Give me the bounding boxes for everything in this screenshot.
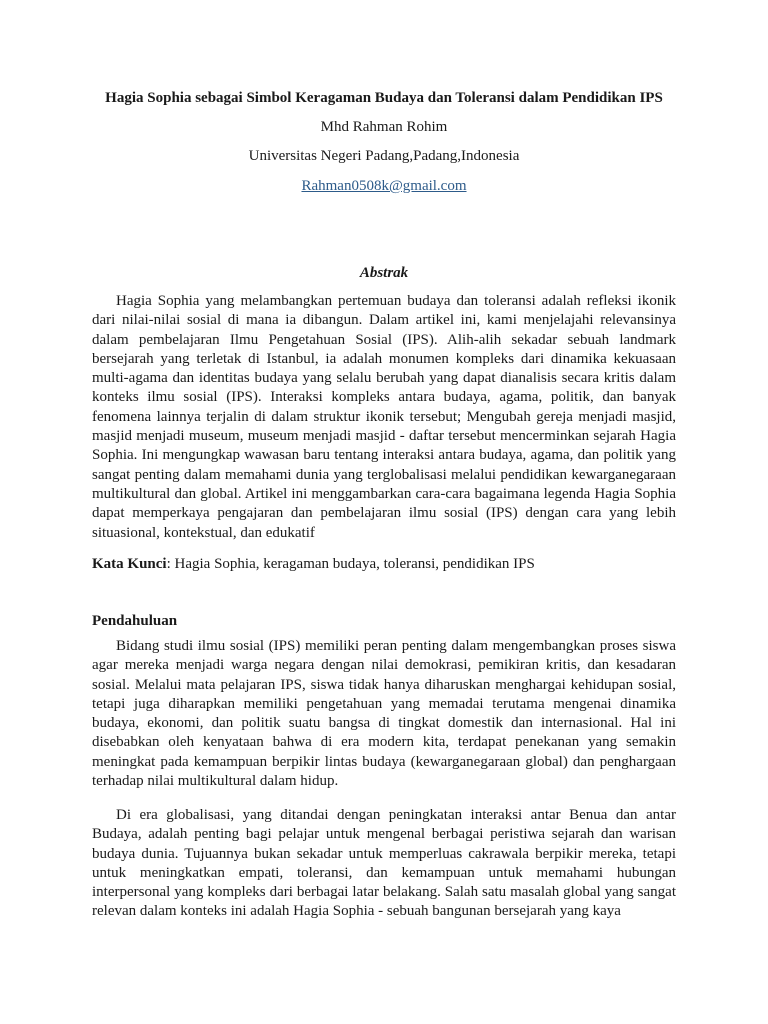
keywords-text: : Hagia Sophia, keragaman budaya, toleransi, pendidikan IPS — [166, 556, 535, 572]
introduction-paragraph-2: Di era globalisasi, yang ditandai dengan peningkatan interaksi antar Benua dan antar Budaya, adalah penting bagi pelajar untuk mengenal berbagai peristiwa sejarah dan warisan budaya dunia. Tujuannya bukan sekadar untuk memperluas cakrawala berpikir mereka, tetapi untuk meningkatkan empati, toleransi, dan kemampuan untuk memahami hubungan interpersonal yang kompleks dari berbagai latar belakang. Salah satu masalah global yang sangat relevan dalam konteks ini adalah Hagia Sophia - sebuah bangunan bersejarah yang kaya — [92, 807, 676, 920]
author-affiliation: Universitas Negeri Padang,Padang,Indonesia — [248, 148, 520, 164]
abstract-text: Hagia Sophia yang melambangkan pertemuan budaya dan toleransi adalah refleksi ikonik dari nilai-nilai sosial di mana ia dibangun. Dalam artikel ini, kami menjelajahi relevansinya dalam pembelajaran Ilmu Pengetahuan Sosial (IPS). Alih-alih sekadar sebuah landmark bersejarah yang terletak di Istanbul, ia adalah monumen kompleks dari dinamika kekuasaan multi-agama dan identitas budaya yang selalu berubah yang dapat dianalisis secara kritis dalam konteks ilmu sosial (IPS). Interaksi kompleks antara budaya, agama, politik, dan banyak fenomena lainnya terjalin di dalam struktur ikonik tersebut; Mengubah gereja menjadi masjid, masjid menjadi museum, museum menjadi masjid - daftar tersebut mencerminkan sejarah Hagia Sophia. Ini mengungkap wawasan baru tentang interaksi antara budaya, agama, dan politik yang sangat penting dalam memahami dunia yang terglobalisasi melalui pendidikan kewarganegaraan multikultural dan global. Artikel ini menggambarkan cara-cara bagaimana legenda Hagia Sophia dapat memperkaya pengajaran dan pembelajaran ilmu sosial (IPS) dengan cara yang lebih situasional, kontekstual, dan edukatif — [92, 293, 676, 541]
keywords-line — [92, 555, 676, 574]
keywords-label: Kata Kunci — [92, 556, 167, 572]
abstract-heading: Abstrak — [359, 265, 409, 281]
introduction-paragraph-1: Bidang studi ilmu sosial (IPS) memiliki peran penting dalam mengembangkan proses siswa agar mereka menjadi warga negara dengan nilai demokrasi, pemikiran kritis, dan kesadaran sosial. Melalui mata pelajaran IPS, siswa tidak hanya diharuskan menghargai kehidupan sosial, tetapi juga diharapkan memiliki pengetahuan yang memadai terutama mengenai dinamika budaya, ekonomi, dan politik suatu bangsa di tingkat domestik dan internasional. Hal ini disebabkan oleh kenyataan bahwa di era modern kita, terdapat penekanan yang semakin meningkat pada kemampuan berpikir lintas budaya (kewarganegaraan global) dan penghargaan terhadap nilai multikultural dalam hidup. — [92, 638, 676, 790]
author-email-link[interactable]: Rahman0508k@gmail.com — [301, 178, 467, 194]
paper-title: Hagia Sophia sebagai Simbol Keragaman Budaya dan Toleransi dalam Pendidikan IPS — [105, 90, 663, 106]
author-name: Mhd Rahman Rohim — [320, 119, 448, 135]
section-heading-introduction: Pendahuluan — [92, 613, 178, 629]
